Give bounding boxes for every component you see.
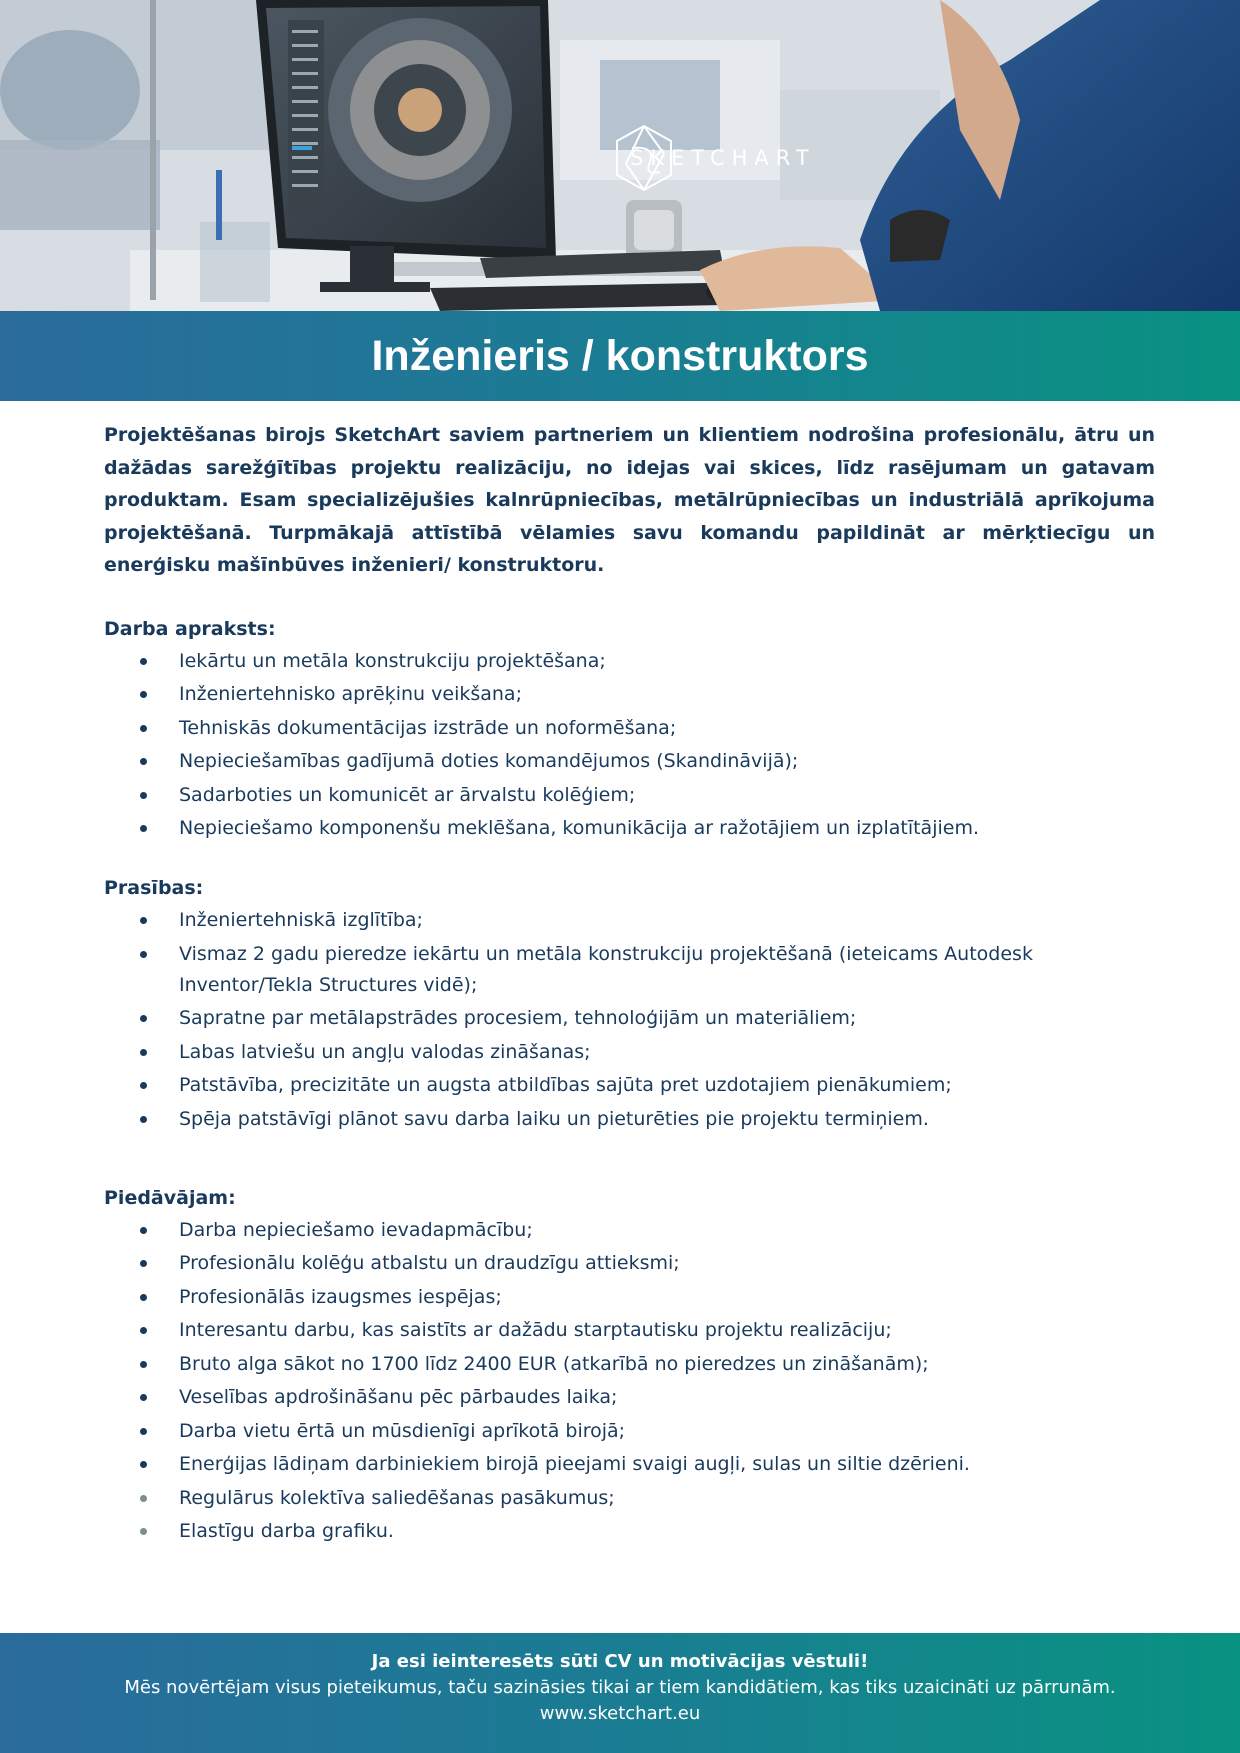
list-item: Patstāvība, precizitāte un augsta atbildības sajūta pret uzdotajiem pienākumiem;: [179, 1070, 1155, 1101]
section-title-offer: Piedāvājam:: [104, 1186, 236, 1209]
list-item: Spēja patstāvīgi plānot savu darba laiku un pieturēties pie projektu termiņiem.: [179, 1104, 1155, 1135]
website-link[interactable]: www.sketchart.eu: [539, 1703, 701, 1724]
list-item: Nepieciešamības gadījumā doties komandējumos (Skandināvijā);: [179, 746, 1155, 777]
duties-list: [104, 646, 1155, 845]
list-item: Tehniskās dokumentācijas izstrāde un noformēšana;: [179, 713, 1155, 744]
list-item: Enerģijas lādiņam darbiniekiem birojā pieejami svaigi augļi, sulas un siltie dzērieni.: [179, 1449, 1155, 1480]
list-item: Iekārtu un metāla konstrukciju projektēšana;: [179, 646, 1155, 677]
list-item: Interesantu darbu, kas saistīts ar dažādu starptautisku projektu realizāciju;: [179, 1315, 1155, 1346]
requirements-list: [104, 905, 1155, 1135]
list-item: Veselības apdrošināšanu pēc pārbaudes laika;: [179, 1382, 1155, 1413]
footer-band: [0, 1633, 1240, 1753]
logo-text: SKETCHART: [630, 146, 816, 170]
hero-photo: [0, 0, 1240, 311]
section-duties: [104, 613, 1155, 845]
job-title: Inženieris / konstruktors: [371, 331, 869, 380]
list-item: Inženiertehnisko aprēķinu veikšana;: [179, 679, 1155, 710]
job-description: [104, 419, 1155, 1550]
list-item: Sapratne par metālapstrādes procesiem, tehnoloģijām un materiāliem;: [179, 1003, 1155, 1034]
list-item: Regulārus kolektīva saliedēšanas pasākumus;: [179, 1483, 1155, 1514]
list-item: Profesionālu kolēģu atbalstu un draudzīgu attieksmi;: [179, 1248, 1155, 1279]
offer-list: [104, 1215, 1155, 1548]
title-band: [0, 311, 1240, 401]
intro-paragraph: Projektēšanas birojs SketchArt saviem partneriem un klientiem nodrošina profesionālu, ātru un dažādas sarežģītības projektu realizāciju, no idejas vai skices, līdz rasējumam un gatavam produktam. Esam specializējušies kalnrūpniecības, metālrūpniecības un industriālā aprīkojuma projektēšanā. Turpmākajā attīstībā vēlamies savu komandu papildināt ar mērķtiecīgu un enerģisku mašīnbūves inženieri/ konstruktoru.: [104, 424, 1155, 576]
sketchart-logo-icon: [614, 124, 674, 192]
section-title-requirements: Prasības:: [104, 877, 204, 899]
list-item: Inženiertehniskā izglītība;: [179, 905, 1155, 936]
list-item: Elastīgu darba grafiku.: [179, 1516, 1155, 1547]
list-item: Sadarboties un komunicēt ar ārvalstu kolēģiem;: [179, 780, 1155, 811]
list-item: Profesionālās izaugsmes iespējas;: [179, 1282, 1155, 1313]
footer-note: Mēs novērtējam visus pieteikumus, taču sazināsies tikai ar tiem kandidātiem, kas tiks uzaicināti uz pārrunām.: [124, 1677, 1116, 1698]
list-item: Nepieciešamo komponenšu meklēšana, komunikācija ar ražotājiem un izplatītājiem.: [179, 813, 1155, 844]
list-item: Vismaz 2 gadu pieredze iekārtu un metāla konstrukciju projektēšanā (ieteicams Autodesk Inventor/Tekla Structures vidē);: [179, 939, 1155, 1001]
footer-cta: Ja esi ieinteresēts sūti CV un motivācijas vēstuli!: [371, 1651, 869, 1672]
sketchart-logo: [614, 124, 816, 192]
section-title-duties: Darba apraksts:: [104, 617, 276, 640]
list-item: Labas latviešu un angļu valodas zināšanas;: [179, 1037, 1155, 1068]
section-requirements: [104, 872, 1155, 1135]
section-offer: [104, 1182, 1155, 1548]
list-item: Bruto alga sākot no 1700 līdz 2400 EUR (atkarībā no pieredzes un zināšanām);: [179, 1349, 1155, 1380]
list-item: Darba vietu ērtā un mūsdienīgi aprīkotā birojā;: [179, 1416, 1155, 1447]
list-item: Darba nepieciešamo ievadapmācību;: [179, 1215, 1155, 1246]
